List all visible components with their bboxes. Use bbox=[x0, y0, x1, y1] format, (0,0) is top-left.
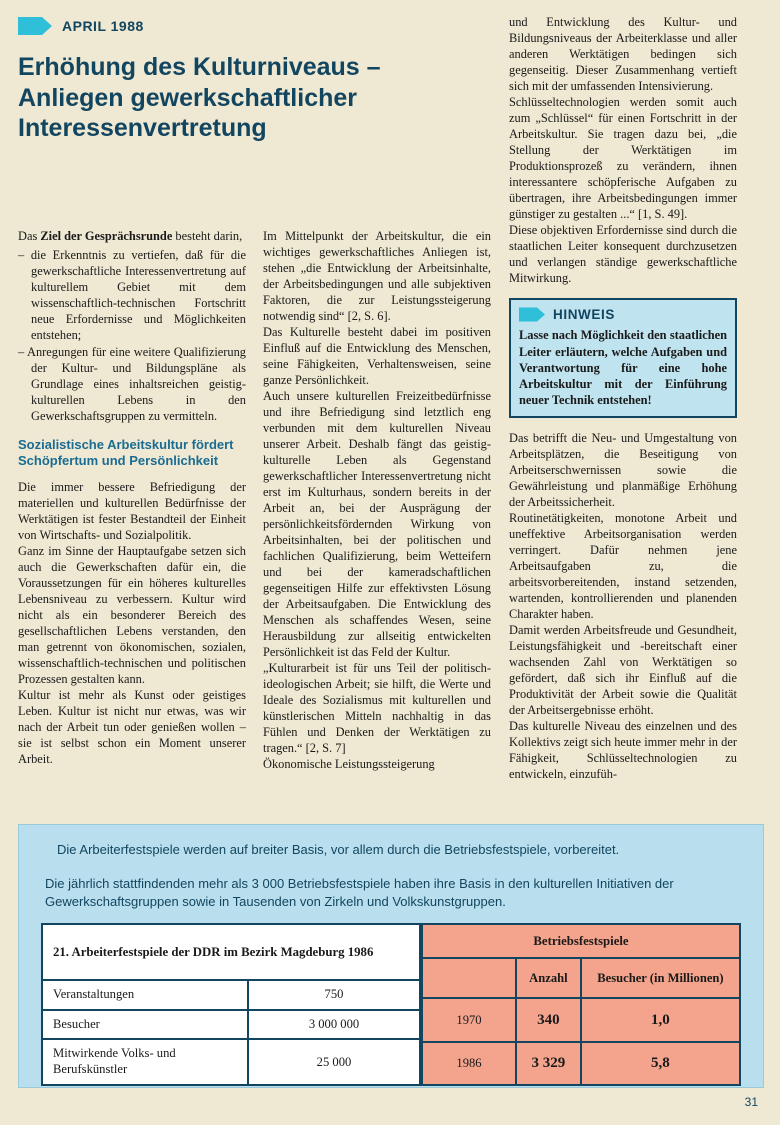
hinweis-header bbox=[511, 300, 735, 327]
paragraph: Ganz im Sinne der Hauptaufgabe setzen sich auch die Gewerkschaften dafür ein, die Voraussetzungen für ein höheres kulturelles Lebensniveau zu verbessern. Kultur wird nicht als ein besonderer Bereich des gesellschaftlichen Lebens verstanden, den man getrennt von ökonomischen, sozialen, wissenschaftlich-technischen und politischen Prozessen gestalten kann. bbox=[18, 543, 246, 686]
panel-caption-1: Die Arbeiterfestspiele werden auf breiter Basis, vor allem durch die Betriebsfestspiele, vorbereitet. bbox=[57, 842, 620, 857]
row-label: Mitwirkende Volks- und Berufskünstler bbox=[42, 1039, 248, 1084]
table-row bbox=[422, 998, 740, 1041]
paragraph: Auch unsere kulturellen Freizeitbedürfnisse und ihre Befriedigung sind letztlich eng verbunden mit dem kulturellen Niveau unserer Arbeit. Deshalb fängt das geistig-kulturelle Leben als Gegenstand gewerkschaftlicher Interessenvertretung nicht erst im Kulturhaus, sondern bereits in der Arbeit an, bei der Ausprägung der persönlichkeitsfördernden Wirkung von Arbeitsinhalten, bei der politischen und fachlichen Qualifizierung, beim Wetteifern und bei der kameradschaftlichen gegenseitigen Hilfe zur effektivsten Lösung der Arbeitsaufgaben. Die Entwicklung des Menschen als schaffendes Wesen, seine Herausbildung zur allseitig entwickelten Persönlichkeit ist das Feld der Kultur. bbox=[263, 389, 491, 659]
paragraph: „Kulturarbeit ist für uns Teil der politisch-ideologischen Arbeit; sie hilft, die Werte und Ideale des Sozialismus mit kulturellen und künstlerischen Mitteln nachhaltig in das Fühlen und Denken der Werktätigen zu tragen.“ [2, S. 7] bbox=[263, 661, 491, 755]
row-label: Besucher bbox=[42, 1010, 248, 1040]
table-row bbox=[42, 1010, 420, 1040]
paragraph: Kultur ist mehr als Kunst oder geistiges Leben. Kultur ist nicht nur etwas, was wir nach der Arbeit tun oder genießen wollen – sie ist selbst schon ein Moment unserer Arbeit. bbox=[18, 687, 246, 766]
issue-date: APRIL 1988 bbox=[62, 18, 144, 34]
paragraph: Damit werden Arbeitsfreude und Gesundheit, Leistungsfähigkeit und -bereitschaft einer wachsenden Zahl von Werktätigen so gefördert, daß sich ihr Einfluß auf die Produktivität der Arbeit sowie die Qualität der Arbeitsergebnisse erhöht. bbox=[509, 623, 737, 718]
row-year: 1970 bbox=[422, 998, 516, 1041]
row-anzahl: 340 bbox=[516, 998, 581, 1041]
column-2 bbox=[263, 228, 491, 772]
row-value: 25 000 bbox=[248, 1039, 420, 1084]
table-row bbox=[42, 1039, 420, 1084]
row-year: 1986 bbox=[422, 1042, 516, 1085]
paragraph: Routinetätigkeiten, monotone Arbeit und uneffektive Arbeitsorganisation werden verringert. Dafür nehmen jene Arbeitsaufgaben zu, die arbeitsvorbereitenden, instand setzenden, wartenden, kontrollierenden und planenden Charakter haben. bbox=[509, 511, 737, 622]
row-label: Veranstaltungen bbox=[42, 980, 248, 1010]
section-subheading: Sozialistische Arbeitskultur fördert Schöpfertum und Persönlichkeit bbox=[18, 437, 234, 469]
festspiele-table bbox=[41, 923, 421, 1086]
page-title: Erhöhung des Kulturniveaus – Anliegen gewerkschaftlicher Interessenvertretung bbox=[18, 53, 381, 142]
statistics-tables bbox=[41, 923, 741, 1086]
page-header bbox=[18, 16, 144, 36]
table-row bbox=[422, 958, 740, 998]
paragraph: Schlüsseltechnologien werden somit auch zum „Schlüssel“ für einen Fortschritt in der Arbeitskultur. Sie tragen dazu bei, „die Stellung der Werktätigen im Produktionsprozeß zu verändern, ihnen interessantere schöpferische Aufgaben zu übertragen, ihre Arbeitsbedingungen immer günstiger zu gestalten ...“ [1, S. 49]. bbox=[509, 95, 737, 221]
betriebsfestspiele-table bbox=[421, 923, 741, 1086]
arrow-flag-icon bbox=[519, 307, 545, 322]
statistics-panel bbox=[18, 824, 764, 1088]
paragraph: Das Kulturelle besteht dabei im positiven Einfluß auf die Entwicklung des Menschen, seine Fähigkeiten, Verhaltensweisen, seine ganze Persönlichkeit. bbox=[263, 325, 491, 387]
column-header-blank bbox=[422, 958, 516, 998]
paragraph: Das betrifft die Neu- und Umgestaltung von Arbeitsplätzen, die Beseitigung von Arbeitserschwernissen sowie die Gewährleistung und planmäßige Erhöhung der Arbeitssicherheit. bbox=[509, 431, 737, 510]
column-1 bbox=[18, 228, 246, 767]
column-header-besucher: Besucher (in Millionen) bbox=[581, 958, 740, 998]
list-item: – die Erkenntnis zu vertiefen, daß für die gewerkschaftliche Interessenvertretung auf kulturellem Gebiet mit dem wissenschaftlich-technischen Fortschritt neue Erfordernisse und Möglichkeiten entstehen; bbox=[18, 248, 246, 342]
row-besucher: 1,0 bbox=[581, 998, 740, 1041]
table-row bbox=[422, 1042, 740, 1085]
table-row bbox=[42, 924, 420, 980]
lead-post: besteht darin, bbox=[172, 229, 243, 243]
hinweis-title: HINWEIS bbox=[553, 307, 615, 322]
page-number: 31 bbox=[744, 1095, 758, 1109]
arrow-flag-icon bbox=[18, 16, 52, 36]
paragraph: Das kulturelle Niveau des einzelnen und des Kollektivs zeigt sich heute immer mehr in der Fähigkeit, Schlüsseltechnologien zu entwickeln, einzufüh- bbox=[509, 719, 737, 782]
paragraph: Die immer bessere Befriedigung der materiellen und kulturellen Bedürfnisse der Werktätigen ist fester Bestandteil der Einheit von Wirtschafts- und Sozialpolitik. bbox=[18, 479, 246, 542]
paragraph: und Entwicklung des Kultur- und Bildungsniveaus der Arbeiterklasse und aller anderen Werktätigen bedingen sich gegenseitig. Dieser Zusammenhang vertieft sich mit der umfassenden Intensivierung. bbox=[509, 15, 737, 93]
table-row bbox=[42, 980, 420, 1010]
table-header: Betriebsfestspiele bbox=[422, 924, 740, 958]
table-row bbox=[422, 924, 740, 958]
list-item: – Anregungen für eine weitere Qualifizierung der Kultur- und Bildungspläne als Grundlage eines inhaltsreichen geistig-kulturellen Lebens in den Gewerkschaftsgruppen zu vermitteln. bbox=[18, 345, 246, 423]
goal-list bbox=[18, 247, 246, 424]
paragraph: Im Mittelpunkt der Arbeitskultur, die ein wichtiges gewerkschaftliches Anliegen ist, stehen „die Entwicklung der Arbeitsinhalte, der Arbeitsbedingungen und alle subjektiven Faktoren, die zur Leistungssteigerung notwendig sind“ [2, S. 6]. bbox=[263, 229, 491, 323]
column-3 bbox=[509, 14, 737, 782]
column-header-anzahl: Anzahl bbox=[516, 958, 581, 998]
lead-pre: Das bbox=[18, 229, 41, 243]
paragraph: Ökonomische Leistungssteigerung bbox=[263, 757, 435, 771]
row-value: 750 bbox=[248, 980, 420, 1010]
row-value: 3 000 000 bbox=[248, 1010, 420, 1040]
lead-bold: Ziel der Gesprächsrunde bbox=[40, 229, 173, 243]
table-header: 21. Arbeiterfestspiele der DDR im Bezirk Magdeburg 1986 bbox=[42, 924, 420, 980]
hinweis-box bbox=[509, 298, 737, 418]
hinweis-text: Lasse nach Möglichkeit den staatlichen Leiter erläutern, welche Aufgaben und Verantwortung für eine hohe Arbeitskultur mit der Einführung neuer Technik entstehen! bbox=[519, 328, 727, 407]
row-anzahl: 3 329 bbox=[516, 1042, 581, 1085]
paragraph: Diese objektiven Erfordernisse sind durch die staatlichen Leiter konsequent durchzusetzen und verlangen ständige gewerkschaftliche Mitwirkung. bbox=[509, 223, 737, 285]
lead-paragraph bbox=[18, 228, 246, 244]
row-besucher: 5,8 bbox=[581, 1042, 740, 1085]
panel-caption-2: Die jährlich stattfindenden mehr als 3 000 Betriebsfestspiele haben ihre Basis in den kulturellen Initiativen der Gewerkschaftsgruppen sowie in Tausenden von Zirkeln und Volkskunstgruppen. bbox=[45, 875, 674, 909]
